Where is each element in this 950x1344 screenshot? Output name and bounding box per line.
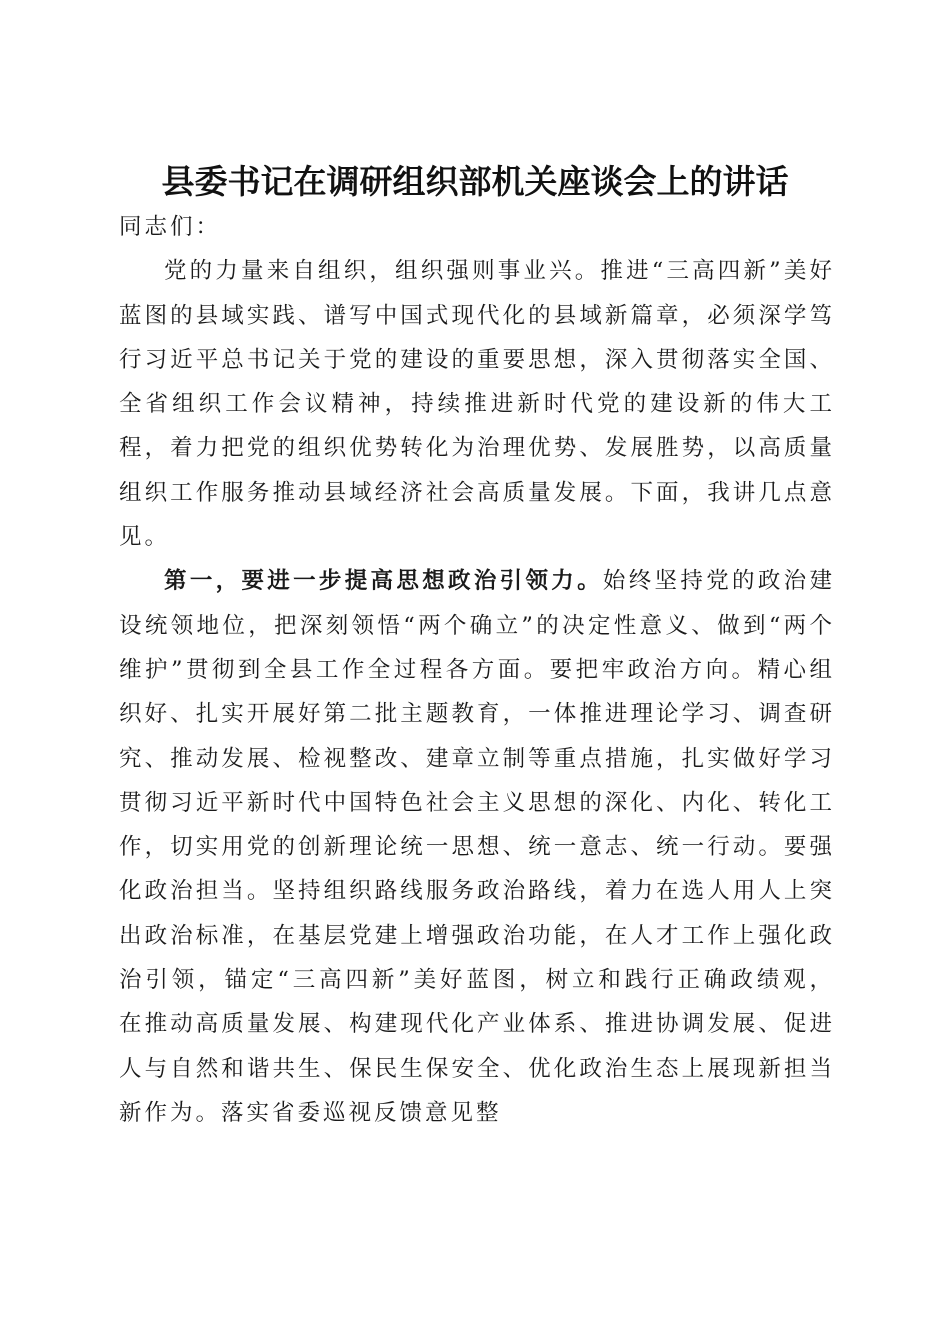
document-body <box>119 205 835 1135</box>
paragraph-intro: 党的力量来自组织，组织强则事业兴。推进“三高四新”美好蓝图的县域实践、谱写中国式现代化的县域新篇章，必须深学笃行习近平总书记关于党的建设的重要思想，深入贯彻落实全国、全省组织工作会议精神，持续推进新时代党的建设新的伟大工程，着力把党的组织优势转化为治理优势、发展胜势，以高质量组织工作服务推动县域经济社会高质量发展。下面，我讲几点意见。 <box>119 258 835 551</box>
paragraph-first-point <box>119 559 835 1135</box>
document-title: 县委书记在调研组织部机关座谈会上的讲话 <box>161 162 789 202</box>
salutation: 同志们： <box>119 214 222 240</box>
paragraph-lead-heading: 第一，要进一步提高思想政治引领力。 <box>164 568 603 595</box>
paragraph-first-point-body: 始终坚持党的政治建设统领地位，把深刻领悟“两个确立”的决定性意义、做到“两个维护”贯彻到全县工作全过程各方面。要把牢政治方向。精心组织好、扎实开展好第二批主题教育，一体推进理论学习、调查研究、推动发展、检视整改、建章立制等重点措施，扎实做好学习贯彻习近平新时代中国特色社会主义思想的深化、内化、转化工作，切实用党的创新理论统一思想、统一意志、统一行动。要强化政治担当。坚持组织路线服务政治路线，着力在选人用人上突出政治标准，在基层党建上增强政治功能，在人才工作上强化政治引领，锚定“三高四新”美好蓝图，树立和践行正确政绩观，在推动高质量发展、构建现代化产业体系、推进协调发展、促进人与自然和谐共生、保民生保安全、优化政治生态上展现新担当新作为。落实省委巡视反馈意见整 <box>119 568 835 1126</box>
